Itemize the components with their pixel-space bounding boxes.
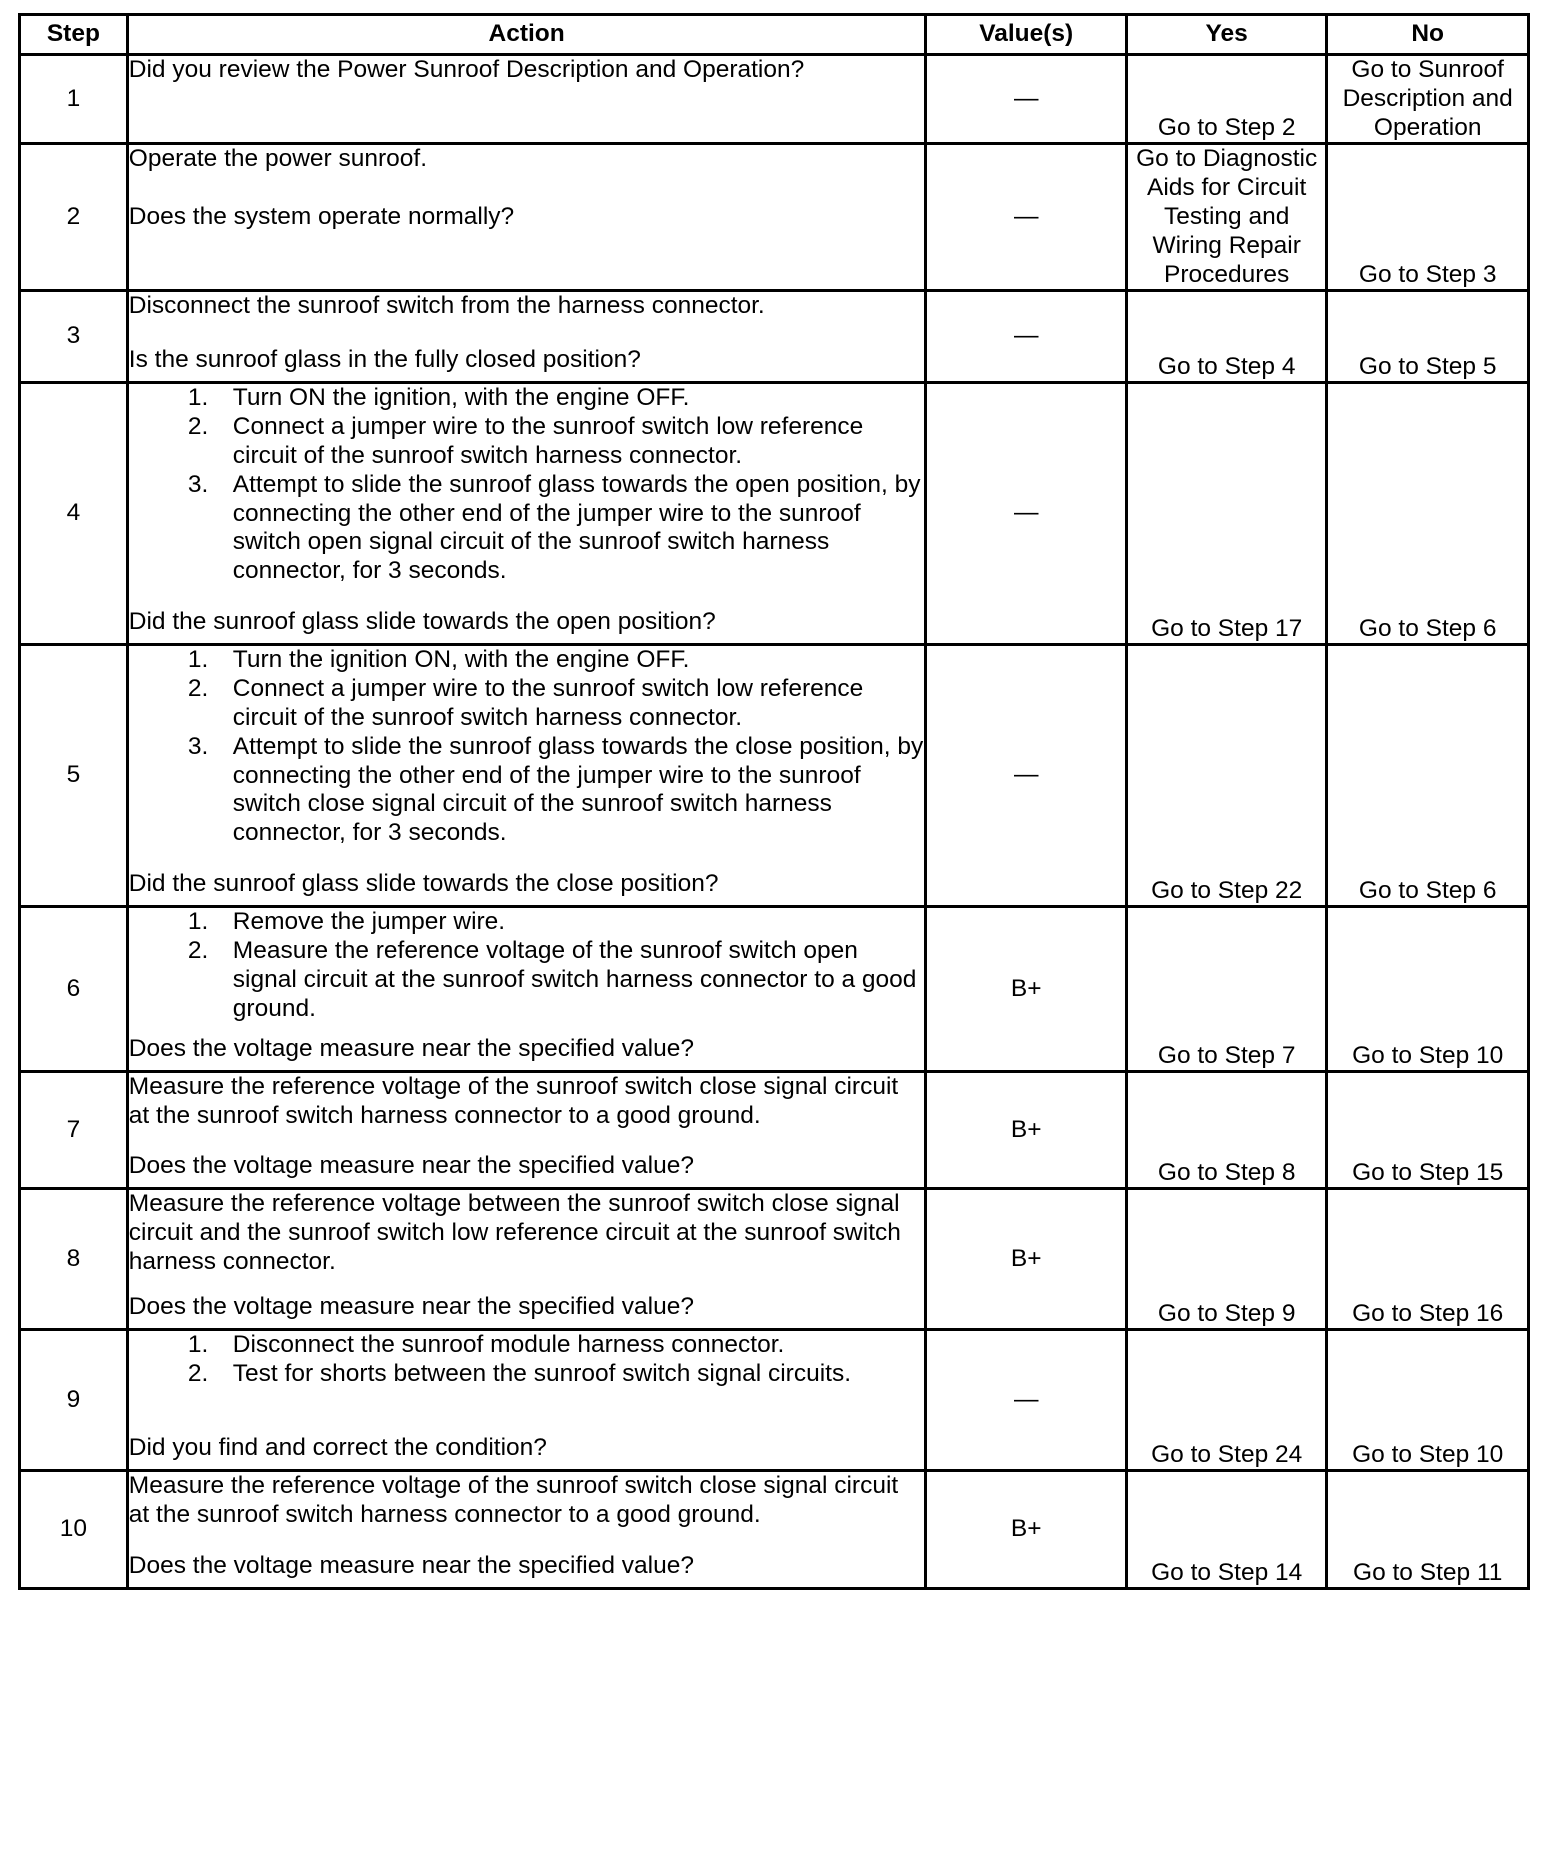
action-content bbox=[129, 908, 925, 1063]
action-question: Did the sunroof glass slide towards the close position? bbox=[128, 869, 719, 897]
no-result-cell: Go to Step 3 bbox=[1327, 144, 1529, 291]
yes-result-cell: Go to Step 4 bbox=[1126, 291, 1326, 383]
value-cell: — bbox=[926, 291, 1126, 383]
action-content bbox=[129, 1472, 925, 1580]
no-result-cell: Go to Step 10 bbox=[1327, 907, 1529, 1072]
action-cell bbox=[127, 291, 926, 383]
step-number-cell: 10 bbox=[20, 1471, 128, 1589]
action-gap bbox=[129, 321, 925, 345]
action-cell bbox=[127, 55, 926, 144]
action-question: Does the voltage measure near the specified value? bbox=[128, 1292, 694, 1320]
action-gap bbox=[129, 1277, 925, 1293]
action-gap bbox=[129, 586, 925, 608]
action-cell bbox=[127, 1471, 926, 1589]
step-number-cell: 8 bbox=[20, 1189, 128, 1330]
header-action: Action bbox=[127, 15, 926, 55]
step-number-cell: 5 bbox=[20, 645, 128, 907]
table-row bbox=[20, 1471, 1529, 1589]
action-steps-list bbox=[129, 1331, 925, 1389]
no-result-cell: Go to Step 15 bbox=[1327, 1072, 1529, 1189]
step-number-cell: 7 bbox=[20, 1072, 128, 1189]
action-content bbox=[129, 1190, 925, 1321]
action-step-item: 2. Test for shorts between the sunroof switch signal circuits. bbox=[229, 1360, 925, 1389]
value-cell: — bbox=[926, 383, 1126, 645]
value-cell: — bbox=[926, 1330, 1126, 1471]
header-values: Value(s) bbox=[926, 15, 1126, 55]
action-question: Did you find and correct the condition? bbox=[128, 1433, 547, 1461]
table-body bbox=[20, 55, 1529, 1589]
header-no: No bbox=[1327, 15, 1529, 55]
action-question: Did the sunroof glass slide towards the open position? bbox=[128, 607, 716, 635]
action-content bbox=[129, 384, 925, 636]
no-result-cell: Go to Step 6 bbox=[1327, 645, 1529, 907]
action-content bbox=[129, 292, 925, 374]
action-question: Does the voltage measure near the specified value? bbox=[128, 1034, 694, 1062]
action-content bbox=[129, 56, 925, 130]
table-row bbox=[20, 144, 1529, 291]
action-steps-list bbox=[129, 384, 925, 586]
action-question: Does the voltage measure near the specified value? bbox=[128, 1151, 694, 1179]
action-content bbox=[129, 1073, 925, 1180]
action-gap bbox=[129, 1024, 925, 1035]
yes-result-cell: Go to Step 2 bbox=[1126, 55, 1326, 144]
yes-result-cell: Go to Step 14 bbox=[1126, 1471, 1326, 1589]
yes-result-cell: Go to Diagnostic Aids for Circuit Testing and Wiring Repair Procedures bbox=[1126, 144, 1326, 291]
action-content bbox=[129, 1331, 925, 1462]
action-step-item: 1. Turn the ignition ON, with the engine OFF. bbox=[229, 646, 925, 675]
header-step: Step bbox=[20, 15, 128, 55]
action-question: Does the voltage measure near the specified value? bbox=[128, 1551, 694, 1579]
action-step-item: 2. Measure the reference voltage of the sunroof switch open signal circuit at the sunroof switch harness connector to a good ground. bbox=[229, 937, 925, 1023]
action-cell bbox=[127, 1072, 926, 1189]
table-row bbox=[20, 55, 1529, 144]
yes-result-cell: Go to Step 9 bbox=[1126, 1189, 1326, 1330]
action-instruction: Measure the reference voltage of the sunroof switch close signal circuit at the sunroof switch harness connector to a good ground. bbox=[128, 1472, 899, 1529]
no-result-cell: Go to Step 6 bbox=[1327, 383, 1529, 645]
action-cell bbox=[127, 1189, 926, 1330]
diagnostic-table bbox=[18, 13, 1530, 1590]
action-step-item: 2. Connect a jumper wire to the sunroof switch low reference circuit of the sunroof switch harness connector. bbox=[229, 675, 925, 733]
action-step-item: 3. Attempt to slide the sunroof glass towards the open position, by connecting the other end of the jumper wire to the sunroof switch open signal circuit of the sunroof switch harness connector, for 3 seconds. bbox=[229, 471, 925, 586]
action-cell bbox=[127, 645, 926, 907]
value-cell: — bbox=[926, 55, 1126, 144]
action-steps-list bbox=[129, 908, 925, 1023]
action-instruction: Did you review the Power Sunroof Description and Operation? bbox=[128, 56, 805, 83]
action-cell bbox=[127, 1330, 926, 1471]
no-result-cell: Go to Step 5 bbox=[1327, 291, 1529, 383]
value-cell: B+ bbox=[926, 1189, 1126, 1330]
action-step-item: 1. Turn ON the ignition, with the engine OFF. bbox=[229, 384, 925, 413]
action-gap bbox=[129, 848, 925, 870]
yes-result-cell: Go to Step 8 bbox=[1126, 1072, 1326, 1189]
action-step-item: 2. Connect a jumper wire to the sunroof switch low reference circuit of the sunroof switch harness connector. bbox=[229, 413, 925, 471]
value-cell: B+ bbox=[926, 1471, 1126, 1589]
table-row bbox=[20, 907, 1529, 1072]
value-cell: B+ bbox=[926, 907, 1126, 1072]
action-gap bbox=[129, 1131, 925, 1152]
table-row bbox=[20, 383, 1529, 645]
action-gap bbox=[129, 1389, 925, 1434]
yes-result-cell: Go to Step 24 bbox=[1126, 1330, 1326, 1471]
action-question: Does the system operate normally? bbox=[128, 203, 515, 231]
yes-result-cell: Go to Step 22 bbox=[1126, 645, 1326, 907]
action-gap bbox=[129, 174, 925, 203]
yes-result-cell: Go to Step 7 bbox=[1126, 907, 1326, 1072]
action-cell bbox=[127, 383, 926, 645]
action-content bbox=[129, 145, 925, 266]
action-gap bbox=[129, 1530, 925, 1552]
action-step-item: 1. Remove the jumper wire. bbox=[229, 908, 925, 937]
header-yes: Yes bbox=[1126, 15, 1326, 55]
value-cell: B+ bbox=[926, 1072, 1126, 1189]
action-instruction: Measure the reference voltage between the sunroof switch close signal circuit and the sunroof switch low reference circuit at the sunroof switch harness connector. bbox=[128, 1190, 901, 1275]
step-number-cell: 1 bbox=[20, 55, 128, 144]
header-row bbox=[20, 15, 1529, 55]
step-number-cell: 3 bbox=[20, 291, 128, 383]
step-number-cell: 4 bbox=[20, 383, 128, 645]
no-result-cell: Go to Sunroof Description and Operation bbox=[1327, 55, 1529, 144]
value-cell: — bbox=[926, 144, 1126, 291]
no-result-cell: Go to Step 10 bbox=[1327, 1330, 1529, 1471]
step-number-cell: 9 bbox=[20, 1330, 128, 1471]
yes-result-cell: Go to Step 17 bbox=[1126, 383, 1326, 645]
table-row bbox=[20, 291, 1529, 383]
action-instruction: Operate the power sunroof. bbox=[128, 145, 428, 173]
action-content bbox=[129, 646, 925, 898]
step-number-cell: 2 bbox=[20, 144, 128, 291]
action-steps-list bbox=[129, 646, 925, 848]
action-instruction: Disconnect the sunroof switch from the harness connector. bbox=[128, 292, 765, 320]
action-cell bbox=[127, 144, 926, 291]
step-number-cell: 6 bbox=[20, 907, 128, 1072]
table-row bbox=[20, 1189, 1529, 1330]
no-result-cell: Go to Step 16 bbox=[1327, 1189, 1529, 1330]
table-row bbox=[20, 645, 1529, 907]
no-result-cell: Go to Step 11 bbox=[1327, 1471, 1529, 1589]
table-row bbox=[20, 1072, 1529, 1189]
value-cell: — bbox=[926, 645, 1126, 907]
table-row bbox=[20, 1330, 1529, 1471]
action-instruction: Measure the reference voltage of the sunroof switch close signal circuit at the sunroof switch harness connector to a good ground. bbox=[128, 1073, 899, 1130]
action-step-item: 1. Disconnect the sunroof module harness connector. bbox=[229, 1331, 925, 1360]
action-step-item: 3. Attempt to slide the sunroof glass towards the close position, by connecting the other end of the jumper wire to the sunroof switch close signal circuit of the sunroof switch harness connector, for 3 seconds. bbox=[229, 733, 925, 848]
action-cell bbox=[127, 907, 926, 1072]
action-question: Is the sunroof glass in the fully closed position? bbox=[128, 345, 641, 373]
